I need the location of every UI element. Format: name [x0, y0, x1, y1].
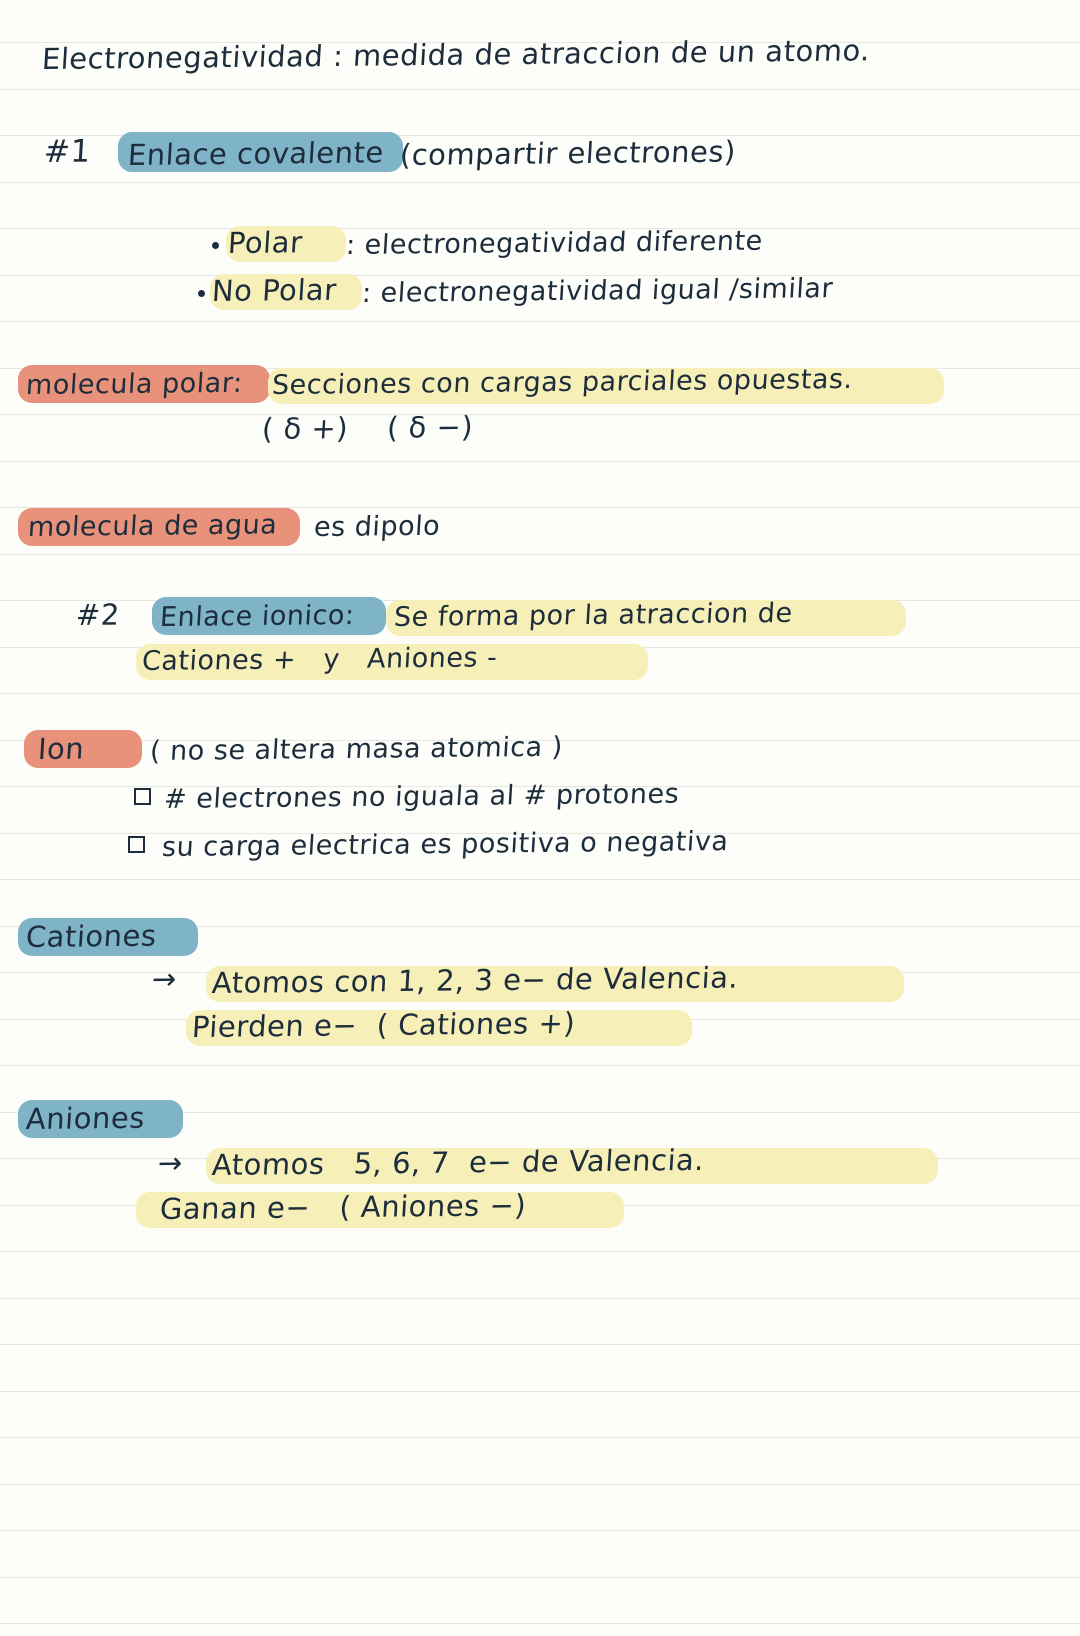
molecula-polar-formula: ( δ +) ( δ −) — [260, 409, 475, 446]
square-bullet-2 — [128, 836, 145, 853]
aniones-line1: Atomos 5, 6, 7 e− de Valencia. — [210, 1142, 706, 1182]
aniones-title: Aniones — [24, 1100, 146, 1136]
cationes-line1: Atomos con 1, 2, 3 e− de Valencia. — [210, 960, 740, 1000]
section2-term: Enlace ionico: — [159, 599, 356, 633]
bullet-polar-rest: : electronegatividad diferente — [345, 225, 764, 261]
molecula-agua-text: es dipolo — [313, 510, 442, 543]
ion-item-2: su carga electrica es positiva o negativa — [161, 826, 730, 863]
ion-paren: ( no se altera masa atomica ) — [149, 731, 564, 767]
ion-label: Ion — [36, 731, 86, 766]
cationes-title: Cationes — [24, 918, 158, 954]
section1-term: Enlace covalente — [126, 135, 385, 172]
molecula-polar-label: molecula polar: — [25, 367, 244, 401]
cationes-line2: Pierden e− ( Cationes +) — [190, 1005, 577, 1044]
square-bullet-1 — [134, 788, 151, 805]
ion-item-1: # electrones no iguala al # protones — [163, 778, 681, 815]
molecula-polar-text: Secciones con cargas parciales opuestas. — [271, 363, 854, 401]
section2-number: #2 — [74, 597, 121, 632]
aniones-arrow: → — [156, 1145, 184, 1180]
aniones-line2: Ganan e− ( Aniones −) — [158, 1188, 528, 1226]
bullet-polar-term: Polar — [226, 225, 304, 260]
section1-number: #1 — [42, 133, 92, 170]
bullet-dot-polar — [212, 242, 219, 249]
bullet-no-polar-rest: : electronegatividad igual /similar — [361, 273, 834, 309]
section2-line1: Se forma por la atraccion de — [393, 597, 794, 633]
molecula-agua-label: molecula de agua — [27, 509, 279, 543]
bullet-dot-no-polar — [198, 290, 205, 297]
section1-paren: (compartir electrones) — [398, 134, 737, 172]
section2-line2: Cationes + y Aniones - — [141, 642, 499, 677]
page-title: Electronegatividad : medida de atraccion de un atomo. — [40, 33, 872, 76]
bullet-no-polar-term: No Polar — [210, 272, 338, 308]
cationes-arrow: → — [150, 961, 178, 996]
